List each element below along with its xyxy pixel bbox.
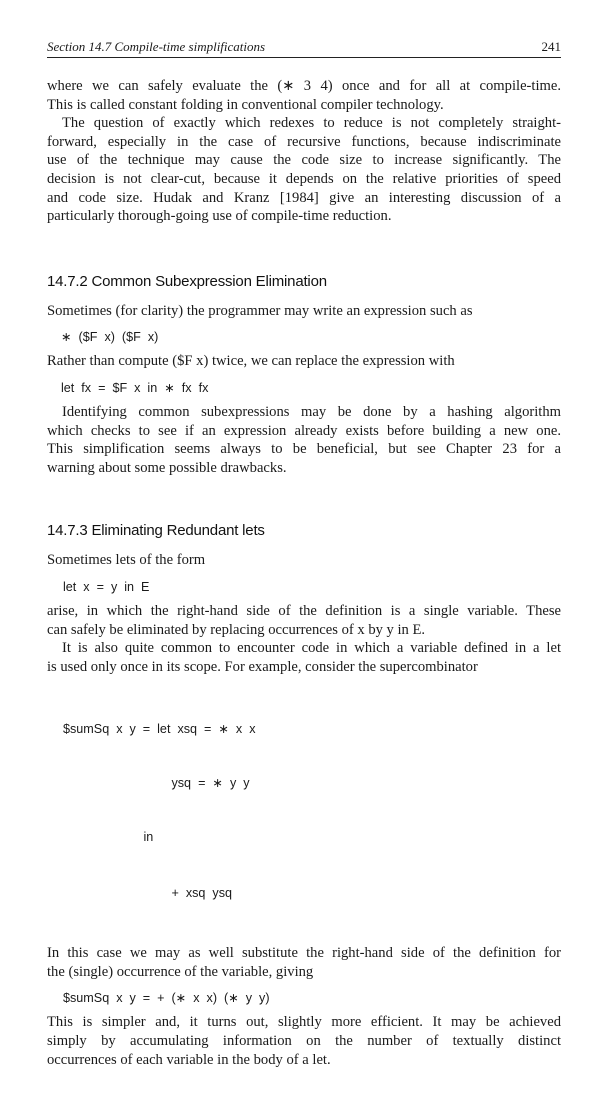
redundant-lets-paragraph-5 [47, 1013, 561, 1069]
text-line: The question of exactly which redexes to reduce is not completely straight- [62, 115, 561, 132]
page-number: 241 [541, 39, 561, 54]
text-line: Identifying common subexpressions may be done by a hashing algorithm [62, 403, 561, 420]
text-line: forward, especially in the case of recursive functions, because indiscriminate [47, 133, 561, 150]
cse-paragraph-2 [47, 352, 561, 371]
code-example-3: let x = y in E [63, 579, 150, 594]
text-line: This simplification seems always to be beneficial, but see Chapter 23 for a [47, 441, 561, 458]
text-line: the (single) occurrence of the variable, giving [47, 963, 314, 980]
text-line: and code size. Hudak and Kranz [1984] give an interesting discussion of a [47, 189, 561, 206]
text-line: This is called constant folding in conventional compiler technology. [47, 96, 444, 113]
code-example-4 [63, 684, 561, 938]
text-line: arise, in which the right-hand side of the definition is a single variable. These [47, 602, 561, 619]
code-example-5: $sumSq x y = + (∗ x x) (∗ y y) [63, 991, 270, 1006]
cse-paragraph-3 [47, 403, 561, 477]
code-line: + xsq ysq [63, 886, 233, 901]
code-line: $sumSq x y = let xsq = ∗ x x [63, 722, 256, 737]
text-line: simply by accumulating information on the number of textually distinct [47, 1033, 561, 1050]
book-page [47, 0, 561, 1109]
text-line: Rather than compute ($F x) twice, we can replace the expression with [47, 353, 455, 370]
section-heading-14-7-2: 14.7.2 Common Subexpression Elimination [47, 272, 327, 290]
text-line: which checks to see if an expression already exists before building a new one. [47, 422, 561, 439]
section-title: Section 14.7 Compile-time simplifications [47, 39, 266, 54]
text-line: It is also quite common to encounter code in which a variable defined in a let [62, 640, 561, 657]
redundant-lets-paragraph-2 [47, 602, 561, 639]
cse-paragraph-1 [47, 302, 561, 321]
redundant-lets-paragraph-4 [47, 944, 561, 981]
text-line: occurrences of each variable in the body of a let. [47, 1051, 331, 1068]
text-line: can safely be eliminated by replacing occurrences of x by y in E. [47, 621, 426, 638]
text-line: In this case we may as well substitute the right-hand side of the definition for [47, 945, 561, 962]
section-heading-14-7-3: 14.7.3 Eliminating Redundant lets [47, 522, 265, 540]
intro-paragraph-2 [47, 114, 561, 226]
text-line: particularly thorough-going use of compile-time reduction. [47, 208, 392, 225]
text-line: This is simpler and, it turns out, slightly more efficient. It may be achieved [47, 1014, 561, 1031]
redundant-lets-paragraph-3 [47, 639, 561, 676]
text-line: is used only once in its scope. For example, consider the supercombinator [47, 658, 478, 675]
code-line: in [63, 830, 154, 845]
running-header [47, 37, 561, 58]
text-line: Sometimes (for clarity) the programmer may write an expression such as [47, 302, 473, 319]
redundant-lets-paragraph-1 [47, 551, 561, 570]
text-line: Sometimes lets of the form [47, 552, 206, 569]
text-line: use of the technique may cause the code size to increase significantly. The [47, 152, 561, 169]
text-line: warning about some possible drawbacks. [47, 459, 287, 476]
code-line: ysq = ∗ y y [63, 776, 250, 791]
intro-paragraph-1 [47, 77, 561, 114]
code-example-1: ∗ ($F x) ($F x) [61, 330, 159, 345]
text-line: decision is not clear-cut, because it depends on the relative priorities of speed [47, 170, 561, 187]
code-example-2: let fx = $F x in ∗ fx fx [61, 380, 209, 395]
text-line: where we can safely evaluate the (∗ 3 4) once and for all at compile-time. [47, 78, 561, 94]
